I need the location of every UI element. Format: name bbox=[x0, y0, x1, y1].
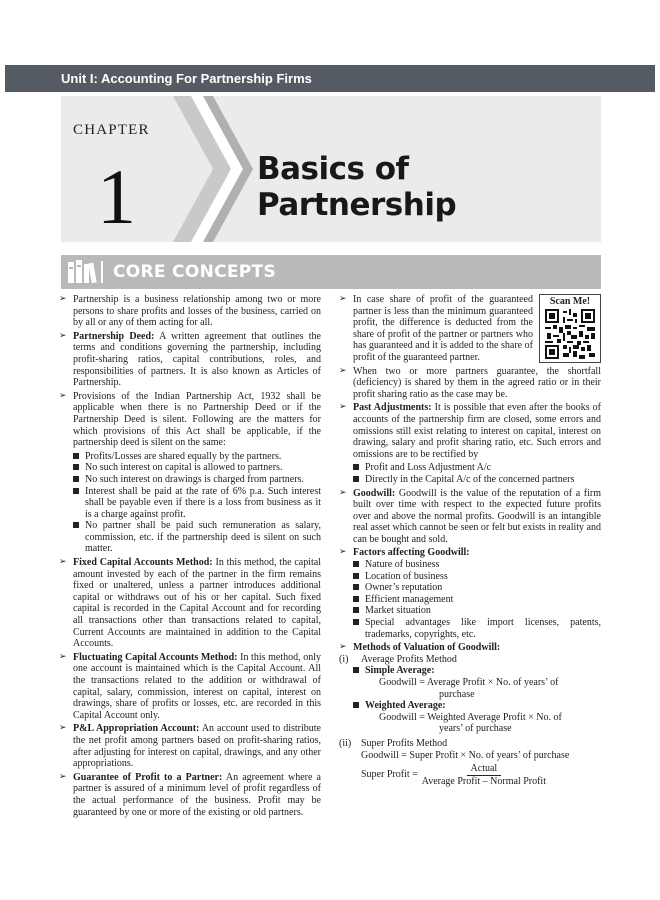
list-item: ➢ Fixed Capital Accounts Method: In this method, the capital amount invested by each of the partner in the firm remains fixed or unaltered, unless a partner introduces additional capital or withdraws out of his or her capital. Such fixed capital is recorded in the Capital Account and for recording all transactions other than transactions related to capital, Current Accounts are maintained in addition to the Capital Accounts. bbox=[59, 557, 321, 650]
fraction-numerator: Actual bbox=[467, 763, 502, 776]
sub-list-item: No partner shall be paid such remuneration as salary, commission, etc. if the partnership deed is silent on such matter. bbox=[59, 520, 321, 555]
list-item: ➢ Fluctuating Capital Accounts Method: In this method, only one account is maintained which is the Capital Account. All the transactions related to the addition or withdrawal of capital, salary, commission, interest on capital, interest on drawings, share of profits or losses, etc. are recorded in this Capital Account only. bbox=[59, 651, 321, 721]
sub-list-item: Interest shall be paid at the rate of 6% p.a. Such interest shall be payable even if there is a loss from business as it is a charge against profit. bbox=[59, 486, 321, 521]
left-column bbox=[59, 294, 321, 820]
core-concepts-title: CORE CONCEPTS bbox=[113, 262, 276, 282]
chapter-banner bbox=[61, 96, 601, 242]
method-item: (ii) Super Profits Method bbox=[339, 737, 448, 749]
list-item: ➢ In case share of profit of the guaranteed partner is less than the minimum guaranteed profit, the difference is deducted from the share of profit of the partner or partners who has guaranteed and it is added to the share of profit of the guaranteed partner. bbox=[339, 294, 533, 363]
arrow-bullet-icon: ➢ bbox=[59, 651, 67, 662]
square-bullet-icon bbox=[353, 702, 359, 708]
scan-me-label: Scan Me! bbox=[549, 296, 591, 307]
super-profit-formula: Super Profit = $\frac{\text{Actual}}{\text{Average Profit – Normal Profit}}$ bbox=[361, 763, 546, 787]
right-column bbox=[339, 294, 601, 787]
square-bullet-icon bbox=[73, 476, 79, 482]
list-item: ➢ Factors affecting Goodwill: bbox=[339, 547, 470, 559]
formula: Goodwill = Average Profit × No. of years’ of purchase bbox=[379, 677, 559, 700]
sub-list-item: Profit and Loss Adjustment A/c bbox=[339, 462, 601, 474]
square-bullet-icon bbox=[353, 561, 359, 567]
formula: Goodwill = Weighted Average Profit × No. of years’ of purchase bbox=[379, 711, 562, 735]
arrow-bullet-icon: ➢ bbox=[59, 390, 67, 401]
sub-list-item: Location of business bbox=[339, 571, 601, 583]
formula: Goodwill = Super Profit × No. of years’ of purchase bbox=[361, 749, 570, 761]
arrow-bullet-icon: ➢ bbox=[339, 365, 347, 376]
books-icon bbox=[67, 259, 97, 285]
fraction-denominator: Average Profit – Normal Profit bbox=[421, 775, 546, 787]
square-bullet-icon bbox=[353, 607, 359, 613]
sub-list-item: No such interest on drawings is charged from partners. bbox=[59, 474, 321, 486]
list-item: ➢ Goodwill: Goodwill is the value of the reputation of a firm built over time with respect to the expected future profits over and above the normal profits. Goodwill is an intangible real asset which cannot be seen or felt but exists in reality and can be bought and sold. bbox=[339, 487, 601, 545]
square-bullet-icon bbox=[353, 464, 359, 470]
square-bullet-icon bbox=[353, 596, 359, 602]
sub-list-item: Market situation bbox=[339, 605, 601, 617]
square-bullet-icon bbox=[353, 667, 359, 673]
arrow-bullet-icon: ➢ bbox=[59, 557, 67, 568]
sub-list-item: Profits/Losses are shared equally by the partners. bbox=[59, 451, 321, 463]
list-item: ➢ Methods of Valuation of Goodwill: bbox=[339, 642, 501, 654]
arrow-bullet-icon: ➢ bbox=[59, 771, 67, 782]
chapter-title: Basics of Partnership bbox=[257, 151, 457, 223]
chevron-decoration-icon bbox=[173, 96, 253, 242]
list-item: ➢ When two or more partners guarantee, the shortfall (deficiency) is shared by them in the agreed ratio or in their profit sharing ratio as the case may be. bbox=[339, 365, 601, 400]
sub-list-item: Owner’s reputation bbox=[339, 582, 601, 594]
square-bullet-icon bbox=[353, 584, 359, 590]
list-item: ➢ Guarantee of Profit to a Partner: An agreement where a partner is assured of a minimum level of profit regardless of the actual performance of the business. Profit may be guaranteed by one or more of the existing or old partners. bbox=[59, 771, 321, 818]
arrow-bullet-icon: ➢ bbox=[339, 547, 347, 558]
arrow-bullet-icon: ➢ bbox=[339, 487, 347, 498]
arrow-bullet-icon: ➢ bbox=[339, 642, 347, 653]
square-bullet-icon bbox=[73, 522, 79, 528]
sub-list-item: Nature of business bbox=[339, 559, 601, 571]
sub-list-item: Special advantages like import licenses, patents, trademarks, copyrights, etc. bbox=[339, 617, 601, 640]
sub-list-item: Efficient management bbox=[339, 594, 601, 606]
arrow-bullet-icon: ➢ bbox=[59, 330, 67, 341]
arrow-bullet-icon: ➢ bbox=[339, 402, 347, 413]
square-bullet-icon bbox=[73, 453, 79, 459]
sub-list-item: No such interest on capital is allowed to partners. bbox=[59, 462, 321, 474]
square-bullet-icon bbox=[353, 573, 359, 579]
list-item: ➢ Past Adjustments: It is possible that even after the books of accounts of the partnership firm are closed, some errors and omissions still exist relating to interest on capital, interest on drawing, salary and profit sharing ratio, etc. Such errors and omissions are to be rectified by bbox=[339, 402, 602, 460]
list-item: ➢ Partnership is a business relationship among two or more persons to share profits and losses of the business, carried on by all or any of them acting for all. bbox=[59, 294, 321, 329]
arrow-bullet-icon: ➢ bbox=[339, 294, 347, 304]
separator bbox=[101, 261, 103, 283]
unit-header-bar: Unit I: Accounting For Partnership Firms bbox=[5, 65, 655, 92]
chapter-label: CHAPTER bbox=[73, 122, 150, 138]
sub-list-item: Directly in the Capital A/c of the concerned partners bbox=[339, 474, 601, 486]
list-item: ➢ Provisions of the Indian Partnership Act, 1932 shall be applicable when there is no Partnership Deed or if the Partnership Deed is silent. Following are the matters for which provisions of this Act shall be applicable, if the partnership deed is silent on the same: bbox=[59, 390, 321, 449]
method-item: (i) Average Profits Method bbox=[339, 653, 457, 665]
arrow-bullet-icon: ➢ bbox=[59, 294, 67, 304]
square-bullet-icon bbox=[73, 464, 79, 470]
list-item: ➢ P&L Appropriation Account: An account used to distribute the net profit among partners based on profit-sharing ratios, after adjusting for interest on capital, drawings, and any other appropriations. bbox=[59, 723, 321, 770]
square-bullet-icon bbox=[353, 476, 359, 482]
list-item: ➢ Partnership Deed: A written agreement that outlines the terms and conditions governing the partnership, including profit-sharing ratios, capital contributions, roles, and responsibilities of partners. It is also known as Articles of Partnership. bbox=[59, 330, 321, 389]
sub-list-item: Weighted Average: bbox=[339, 700, 601, 712]
sub-list-item: Simple Average: bbox=[339, 665, 601, 677]
core-concepts-bar bbox=[61, 255, 601, 289]
chapter-number: 1 bbox=[97, 153, 136, 240]
square-bullet-icon bbox=[353, 619, 359, 625]
arrow-bullet-icon: ➢ bbox=[59, 723, 67, 734]
square-bullet-icon bbox=[73, 488, 79, 494]
